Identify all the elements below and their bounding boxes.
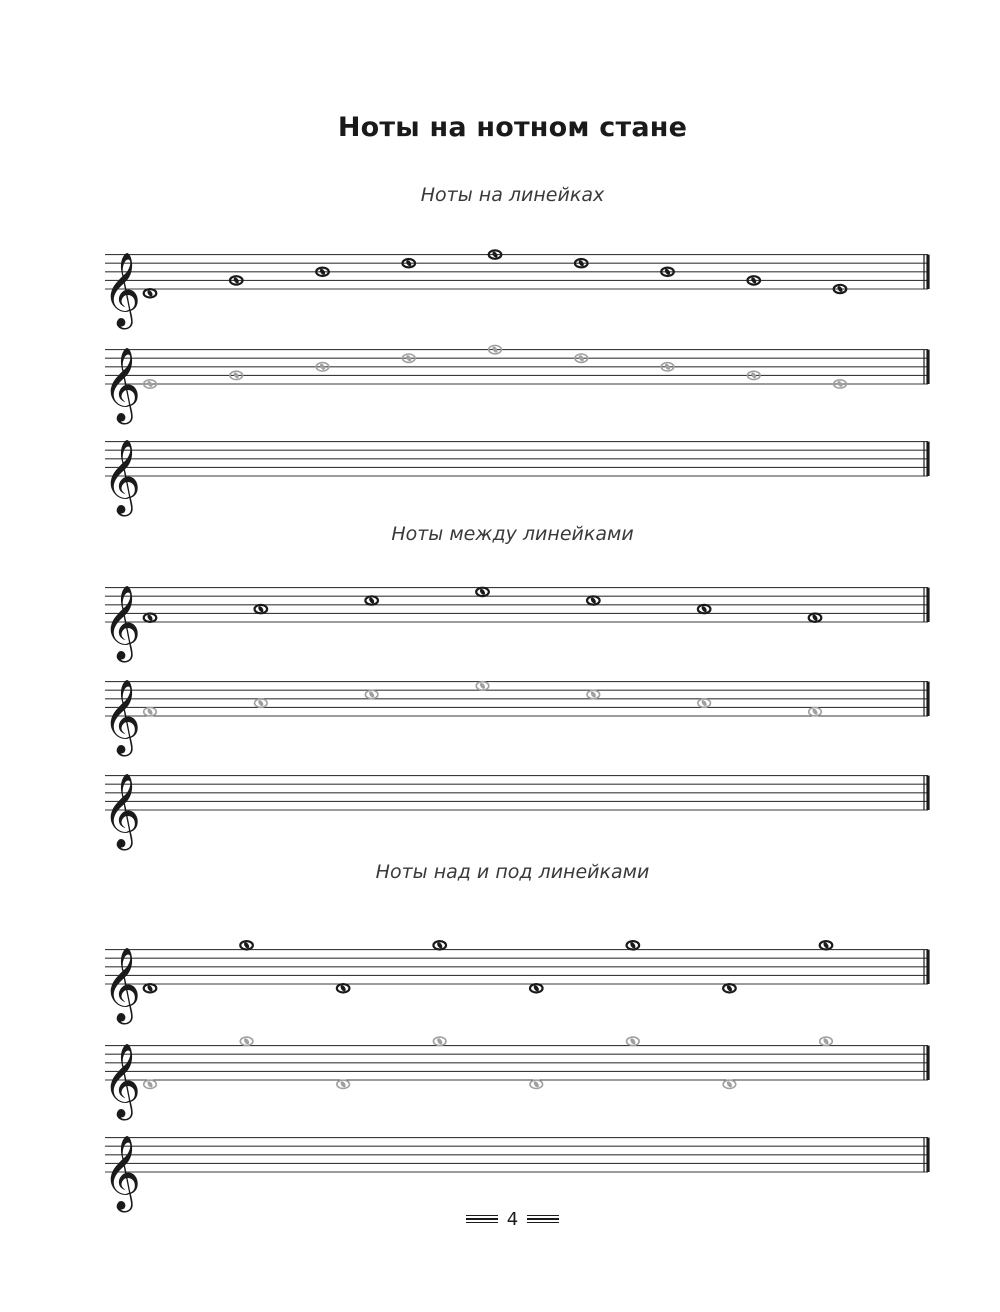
page-number-left-rule (466, 1213, 498, 1226)
page-number: 4 (506, 1208, 519, 1230)
whole-note-inner (436, 1037, 443, 1045)
whole-note-inner (146, 1080, 153, 1088)
treble-clef-icon: 𝄞 (103, 1044, 141, 1118)
whole-note-inner (629, 1037, 636, 1045)
treble-clef-icon: 𝄞 (103, 440, 141, 514)
whole-note-inner (701, 699, 708, 707)
treble-clef-icon: 𝄞 (103, 253, 141, 327)
whole-note-inner (822, 1037, 829, 1045)
treble-clef-icon: 𝄞 (103, 680, 141, 754)
whole-note-inner (590, 691, 597, 699)
whole-note-inner (811, 708, 818, 716)
whole-note-inner (368, 691, 375, 699)
whole-note-inner (257, 699, 264, 707)
whole-note-inner (726, 1080, 733, 1088)
page-number-right-rule (527, 1213, 559, 1226)
whole-note-inner (479, 682, 486, 690)
whole-note-inner (533, 1080, 540, 1088)
whole-note-inner (243, 1037, 250, 1045)
section-heading-spaces: Ноты между линейками (391, 523, 634, 545)
treble-clef-icon: 𝄞 (103, 1136, 141, 1210)
section-heading-above-below: Ноты над и под линейками (375, 861, 650, 883)
page-number-block (0, 1208, 1000, 1230)
whole-note-inner (146, 708, 153, 716)
whole-note-inner (340, 1080, 347, 1088)
treble-clef-icon: 𝄞 (103, 948, 141, 1022)
treble-clef-icon: 𝄞 (103, 586, 141, 660)
treble-clef-icon: 𝄞 (103, 348, 141, 422)
treble-clef-icon: 𝄞 (103, 774, 141, 848)
page-title: Ноты на нотном стане (337, 112, 688, 143)
section-heading-lines: Ноты на линейках (420, 184, 605, 206)
